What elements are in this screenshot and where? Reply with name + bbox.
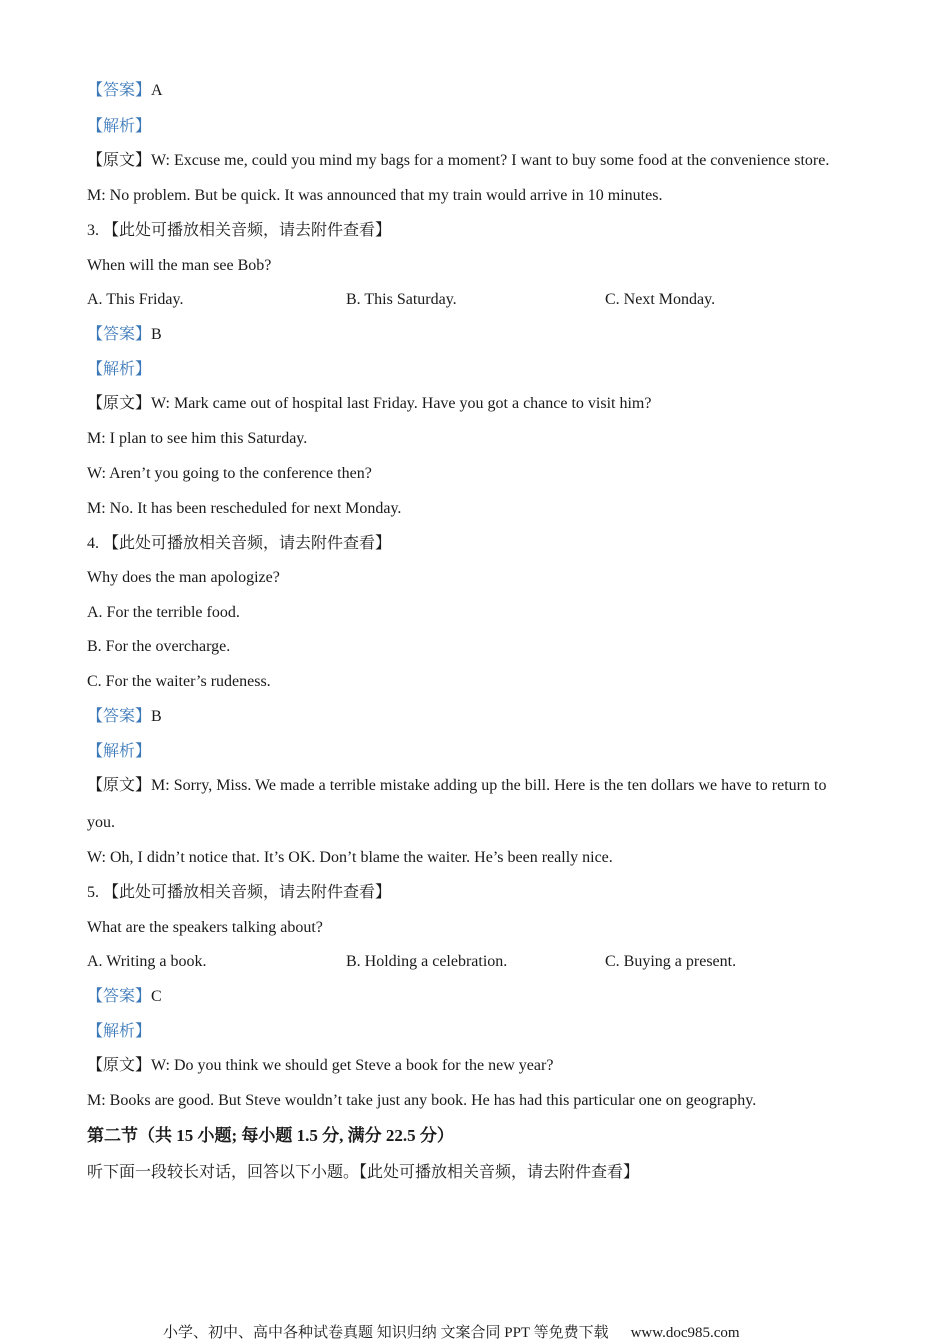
option-a: A. For the terrible food.: [87, 604, 240, 621]
transcript-line: M: No. It has been rescheduled for next Monday.: [87, 500, 402, 517]
option-b: B. Holding a celebration.: [346, 953, 508, 970]
question-text: When will the man see Bob?: [87, 257, 272, 274]
transcript-line: M: I plan to see him this Saturday.: [87, 430, 308, 447]
answer-line: [87, 987, 162, 1007]
question-header: 3. 【此处可播放相关音频，请去附件查看】: [87, 222, 392, 239]
answer-tag: 【答案】: [87, 708, 152, 725]
answer-value: B: [151, 326, 162, 343]
transcript-line: 【原文】M: Sorry, Miss. We made a terrible mistake adding up the bill. Here is the ten dollars we have to return to: [87, 777, 827, 794]
option-a: A. This Friday.: [87, 291, 184, 308]
answer-line: [87, 81, 163, 101]
page-footer: [163, 1324, 740, 1342]
original-tag: 【原文】: [87, 395, 152, 412]
question-header: 4. 【此处可播放相关音频，请去附件查看】: [87, 535, 392, 552]
question-text: Why does the man apologize?: [87, 569, 280, 586]
transcript-line: M: No problem. But be quick. It was announced that my train would arrive in 10 minutes.: [87, 187, 663, 204]
answer-tag: 【答案】: [87, 82, 152, 99]
option-c: C. Next Monday.: [605, 291, 716, 308]
transcript-line: you.: [87, 814, 115, 831]
option-b: B. This Saturday.: [346, 291, 457, 308]
answer-tag: 【答案】: [87, 988, 152, 1005]
answer-tag: 【答案】: [87, 326, 152, 343]
footer-url[interactable]: www.doc985.com: [630, 1325, 740, 1341]
option-a: A. Writing a book.: [87, 953, 207, 970]
analysis-tag: 【解析】: [87, 1023, 152, 1040]
analysis-tag: 【解析】: [87, 743, 152, 760]
answer-value: C: [151, 988, 162, 1005]
question-text: What are the speakers talking about?: [87, 919, 323, 936]
section-heading: 第二节（共 15 小题; 每小题 1.5 分, 满分 22.5 分）: [87, 1126, 454, 1145]
answer-value: B: [151, 708, 162, 725]
transcript-line: 【原文】W: Excuse me, could you mind my bags for a moment? I want to buy some food at the convenience store.: [87, 152, 830, 169]
footer-text: 小学、初中、高中各种试卷真题 知识归纳 文案合同 PPT 等免费下载: [163, 1325, 609, 1341]
transcript-line: W: Oh, I didn’t notice that. It’s OK. Don’t blame the waiter. He’s been really nice.: [87, 849, 613, 866]
answer-line: [87, 707, 162, 727]
answer-line: [87, 325, 162, 345]
option-c: C. Buying a present.: [605, 953, 737, 970]
transcript-line: M: Books are good. But Steve wouldn’t take just any book. He has had this particular one on geography.: [87, 1092, 757, 1109]
original-tag: 【原文】: [87, 152, 152, 169]
question-header: 5. 【此处可播放相关音频，请去附件查看】: [87, 884, 392, 901]
transcript-line: W: Aren’t you going to the conference then?: [87, 465, 372, 482]
option-b: B. For the overcharge.: [87, 638, 231, 655]
transcript-line: 【原文】W: Mark came out of hospital last Friday. Have you got a chance to visit him?: [87, 395, 652, 412]
original-tag: 【原文】: [87, 1057, 152, 1074]
option-c: C. For the waiter’s rudeness.: [87, 673, 271, 690]
analysis-tag: 【解析】: [87, 118, 152, 135]
analysis-tag: 【解析】: [87, 361, 152, 378]
transcript-line: 【原文】W: Do you think we should get Steve a book for the new year?: [87, 1057, 554, 1074]
original-tag: 【原文】: [87, 777, 152, 794]
section-instruction: 听下面一段较长对话，回答以下小题。【此处可播放相关音频，请去附件查看】: [87, 1164, 640, 1181]
answer-value: A: [151, 82, 163, 99]
